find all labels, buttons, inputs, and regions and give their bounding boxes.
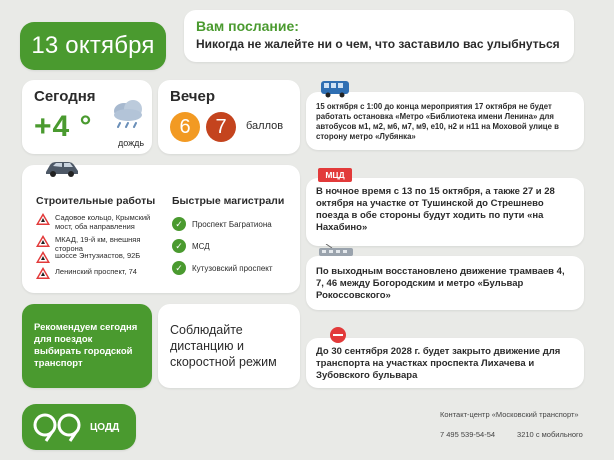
news-mcd-text: В ночное время с 13 по 15 октября, а также 27 и 28 октября на участке от Тушинской до Стрешнево поезда в обе стороны будут ходить по пути «на Нахабино» bbox=[316, 186, 555, 233]
news-road-closure bbox=[306, 338, 584, 388]
mcd-badge-icon: МЦД bbox=[318, 168, 352, 182]
weather-label: Сегодня bbox=[34, 88, 96, 105]
distance-text: Соблюдайте дистанцию и скоростной режим bbox=[170, 323, 277, 369]
tram-icon bbox=[318, 244, 354, 260]
highways-heading: Быстрые магистрали bbox=[172, 195, 285, 207]
date-text: 13 октября bbox=[31, 32, 155, 59]
message-card bbox=[184, 10, 574, 62]
roadworks-card bbox=[22, 165, 300, 293]
contact-mobile[interactable]: 3210 с мобильного bbox=[517, 430, 583, 439]
roadwork-item bbox=[36, 213, 156, 231]
temperature: +4 ° bbox=[34, 110, 93, 143]
news-bus-stop bbox=[306, 92, 584, 150]
bus-icon bbox=[320, 80, 350, 98]
traffic-score-ball: 6 bbox=[170, 112, 200, 142]
roadwork-text: МКАД, 19-й км, внешняя сторона bbox=[55, 235, 141, 253]
roadwork-warning-icon bbox=[36, 213, 50, 225]
news-bus-text: 15 октября с 1:00 до конца мероприятия 17 октября не будет работать остановка «Метро «Библиотека имени Ленина» для автобусов м1, м2, м6, м7, м9, е10, н2 и н11 на Моховой улице в сторону метро «Лубянка» bbox=[316, 102, 559, 141]
no-entry-icon bbox=[330, 327, 346, 343]
message-title: Вам послание: bbox=[196, 18, 299, 34]
news-mcd bbox=[306, 178, 584, 246]
highway-item bbox=[172, 261, 273, 275]
roadwork-item bbox=[36, 251, 166, 263]
checkmark-icon: ✓ bbox=[172, 239, 186, 253]
traffic-score-ball: 7 bbox=[206, 112, 236, 142]
rain-cloud-icon bbox=[110, 98, 146, 136]
points-label: баллов bbox=[246, 120, 284, 132]
news-tram bbox=[306, 256, 584, 310]
news-tram-text: По выходным восстановлено движение трамваев 4, 7, 46 между Богородским и метро «Бульвар Рокоссовского» bbox=[316, 266, 565, 301]
highway-item bbox=[172, 217, 272, 231]
distance-card bbox=[158, 304, 300, 388]
roadworks-heading: Строительные работы bbox=[36, 195, 156, 207]
highway-text: Кутузовский проспект bbox=[192, 263, 273, 273]
car-icon bbox=[42, 159, 82, 179]
roadwork-warning-icon bbox=[36, 251, 50, 263]
highway-text: МСД bbox=[192, 241, 210, 251]
roadwork-warning-icon bbox=[36, 267, 50, 279]
codd-logo-text: ЦОДД bbox=[90, 421, 120, 433]
recommendation-card bbox=[22, 304, 152, 388]
news-close-text: До 30 сентября 2028 г. будет закрыто движение для транспорта на участках проспекта Лихачева и Зубовского бульвара bbox=[316, 346, 561, 381]
codd-logo bbox=[22, 404, 136, 450]
recommendation-text: Рекомендуем сегодня для поездок выбирать городской транспорт bbox=[34, 322, 138, 369]
contact-phone[interactable]: 7 495 539-54-54 bbox=[440, 430, 496, 439]
highway-item bbox=[172, 239, 210, 253]
evening-label: Вечер bbox=[170, 88, 216, 105]
checkmark-icon: ✓ bbox=[172, 217, 186, 231]
date-banner bbox=[20, 22, 166, 70]
contact-title: Контакт-центр «Московский транспорт» bbox=[440, 410, 579, 419]
roadwork-item bbox=[36, 267, 166, 279]
roadwork-text: Садовое кольцо, Крымский мост, оба направления bbox=[55, 213, 151, 231]
roadwork-text: Ленинский проспект, 74 bbox=[55, 267, 137, 276]
weather-card bbox=[22, 80, 152, 154]
weather-condition: дождь bbox=[118, 138, 145, 148]
roadwork-warning-icon bbox=[36, 235, 50, 247]
contact-center bbox=[440, 408, 583, 442]
checkmark-icon: ✓ bbox=[172, 261, 186, 275]
codd-logo-icon bbox=[32, 412, 84, 442]
evening-traffic-card bbox=[158, 80, 300, 154]
roadwork-text: шоссе Энтузиастов, 92Б bbox=[55, 251, 141, 260]
message-text: Никогда не жалейте ни о чем, что заставило вас улыбнуться bbox=[196, 37, 560, 51]
highway-text: Проспект Багратиона bbox=[192, 219, 272, 229]
